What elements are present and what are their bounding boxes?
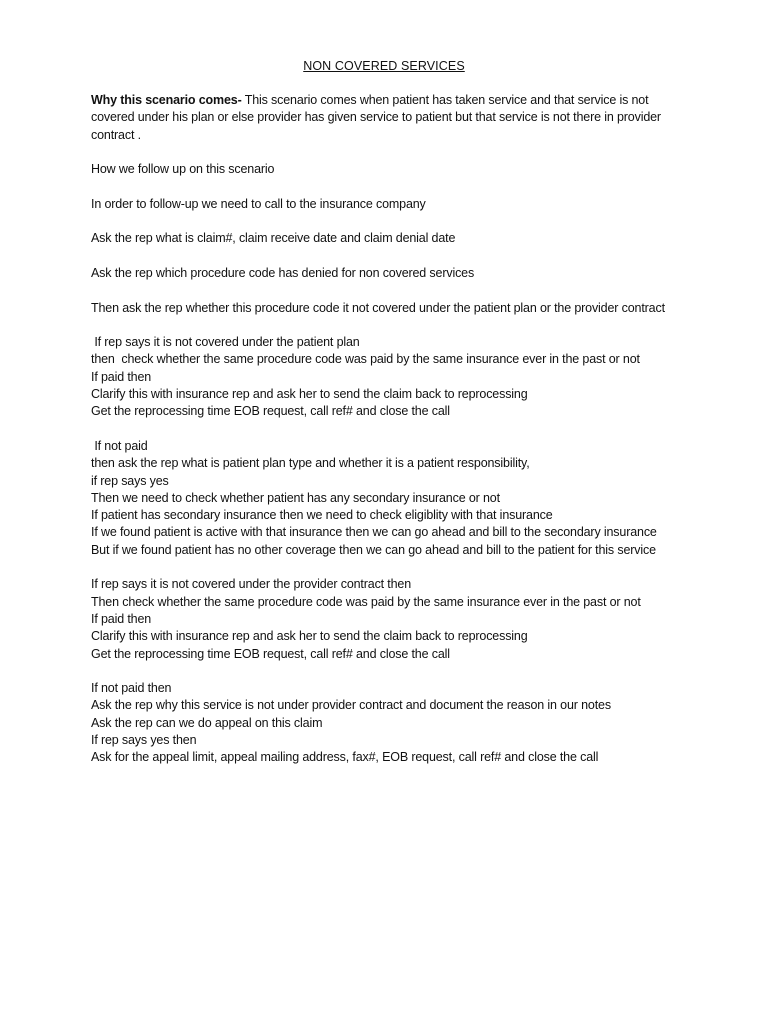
page-title: NON COVERED SERVICES — [303, 59, 465, 73]
section-line: Then we need to check whether patient has any secondary insurance or not — [91, 490, 500, 505]
intro-label: Why this scenario comes- — [91, 93, 242, 107]
appeal-section — [91, 680, 691, 766]
ask-plan-or-contract: Then ask the rep whether this procedure code it not covered under the patient plan or the provider contract — [91, 300, 665, 315]
section-line: Ask the rep can we do appeal on this claim — [91, 715, 323, 730]
section-line: If rep says it is not covered under the patient plan — [91, 335, 360, 350]
section-line: If we found patient is active with that insurance then we can go ahead and bill to the secondary insurance — [91, 525, 657, 540]
section-line: Ask for the appeal limit, appeal mailing address, fax#, EOB request, call ref# and close the call — [91, 750, 599, 765]
section-line: Clarify this with insurance rep and ask her to send the claim back to reprocessing — [91, 387, 528, 402]
section-line: Get the reprocessing time EOB request, call ref# and close the call — [91, 646, 450, 661]
section-line: If rep says it is not covered under the provider contract then — [91, 577, 412, 592]
section-line: Then check whether the same procedure code was paid by the same insurance ever in the past or not — [91, 594, 641, 609]
section-line: But if we found patient has no other coverage then we can go ahead and bill to the patient for this service — [91, 542, 656, 557]
intro-paragraph — [91, 92, 691, 144]
follow-up-question: How we follow up on this scenario — [91, 162, 275, 177]
section-line: If not paid then — [91, 681, 172, 696]
section-line: Get the reprocessing time EOB request, call ref# and close the call — [91, 404, 450, 419]
document-body — [91, 92, 691, 784]
intro-text: This scenario comes when patient has taken service and that service is not covered under his plan or else provider has given service to patient but that service is not there in provider contract . — [91, 93, 665, 142]
ask-claim-info: Ask the rep what is claim#, claim receive date and claim denial date — [91, 231, 456, 246]
section-line: If rep says yes then — [91, 732, 197, 747]
section-line: If patient has secondary insurance then we need to check eligiblity with that insurance — [91, 508, 553, 523]
section-line: then ask the rep what is patient plan type and whether it is a patient responsibility, — [91, 456, 530, 471]
follow-up-call: In order to follow-up we need to call to the insurance company — [91, 196, 426, 211]
section-line: If paid then — [91, 611, 152, 626]
section-line: If not paid — [91, 438, 148, 453]
provider-contract-section — [91, 576, 691, 662]
section-line: then check whether the same procedure code was paid by the same insurance ever in the past or not — [91, 352, 640, 367]
section-line: Clarify this with insurance rep and ask her to send the claim back to reprocessing — [91, 629, 528, 644]
section-line: If paid then — [91, 369, 152, 384]
patient-plan-section — [91, 334, 691, 420]
ask-procedure-code: Ask the rep which procedure code has denied for non covered services — [91, 265, 475, 280]
not-paid-section — [91, 438, 691, 559]
section-line: if rep says yes — [91, 473, 169, 488]
section-line: Ask the rep why this service is not under provider contract and document the reason in our notes — [91, 698, 611, 713]
